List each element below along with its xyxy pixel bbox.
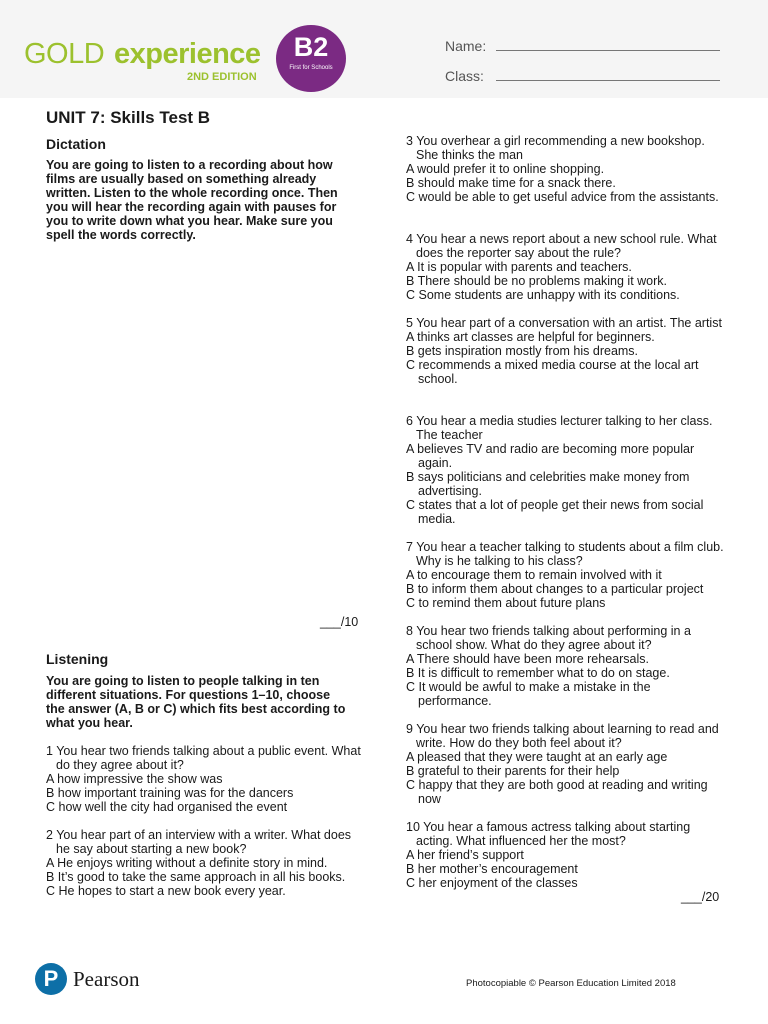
option-a[interactable]: A It is popular with parents and teachers. (406, 260, 632, 274)
question-stem: 8 You hear two friends talking about performing in a school show. What do they agree about it? (406, 624, 691, 652)
question-8 (406, 624, 726, 708)
option-c[interactable]: C It would be awful to make a mistake in the performance. (406, 680, 651, 708)
option-b[interactable]: B gets inspiration mostly from his dreams. (406, 344, 639, 358)
question-stem: 9 You hear two friends talking about learning to read and write. How do they both feel about it? (406, 722, 719, 750)
option-a[interactable]: A her friend’s support (406, 848, 524, 862)
question-stem: 5 You hear part of a conversation with an artist. The artist (406, 316, 722, 330)
question-3 (406, 134, 726, 204)
edition-label: 2ND EDITION (187, 71, 257, 83)
question-stem: 10 You hear a famous actress talking about starting acting. What influenced her the most? (406, 820, 691, 848)
dictation-instructions: You are going to listen to a recording about how films are usually based on something already written. Listen to the whole recording once. Then you will hear the recording again with pauses for you to write down what you hear. Make sure you spell the words correctly. (46, 158, 338, 242)
class-field[interactable] (496, 80, 720, 81)
name-label: Name: (445, 38, 487, 54)
option-c[interactable]: C recommends a mixed media course at the local art school. (406, 358, 699, 386)
option-a[interactable]: A There should have been more rehearsals. (406, 652, 649, 666)
option-c[interactable]: C her enjoyment of the classes (406, 876, 578, 890)
question-4 (406, 232, 726, 302)
option-b[interactable]: B says politicians and celebrities make money from advertising. (406, 470, 690, 498)
question-stem: 2 You hear part of an interview with a writer. What does he say about starting a new book? (46, 828, 352, 856)
listening-instructions: You are going to listen to people talking in ten different situations. For questions 1–10, choose the answer (A, B or C) which fits best according to what you hear. (46, 674, 346, 730)
option-b[interactable]: B how important training was for the dancers (46, 786, 294, 800)
unit-title: UNIT 7: Skills Test B (46, 108, 211, 127)
logo-experience: experience (114, 38, 261, 70)
question-stem: 3 You overhear a girl recommending a new bookshop. She thinks the man (406, 134, 705, 162)
option-c[interactable]: C to remind them about future plans (406, 596, 606, 610)
logo-gold: GOLD (24, 38, 105, 70)
dictation-score: ___/10 (320, 615, 359, 629)
question-10 (406, 820, 726, 890)
option-a[interactable]: A thinks art classes are helpful for beginners. (406, 330, 655, 344)
option-a[interactable]: A to encourage them to remain involved with it (406, 568, 662, 582)
question-6 (406, 414, 726, 526)
option-c[interactable]: C would be able to get useful advice from the assistants. (406, 190, 719, 204)
option-c[interactable]: C states that a lot of people get their news from social media. (406, 498, 704, 526)
option-b[interactable]: B There should be no problems making it work. (406, 274, 668, 288)
question-stem: 1 You hear two friends talking about a public event. What do they agree about it? (46, 744, 361, 772)
question-2 (46, 828, 366, 898)
listening-title: Listening (46, 651, 109, 667)
dictation-title: Dictation (46, 136, 106, 152)
question-stem: 4 You hear a news report about a new school rule. What does the reporter say about the rule? (406, 232, 717, 260)
option-b[interactable]: B It is difficult to remember what to do on stage. (406, 666, 670, 680)
option-a[interactable]: A He enjoys writing without a definite story in mind. (46, 856, 328, 870)
option-b[interactable]: B It’s good to take the same approach in all his books. (46, 870, 346, 884)
question-5 (406, 316, 726, 386)
option-c[interactable]: C He hopes to start a new book every year. (46, 884, 286, 898)
listening-score: ___/20 (681, 890, 720, 904)
option-a[interactable]: A would prefer it to online shopping. (406, 162, 605, 176)
question-9 (406, 722, 726, 806)
option-b[interactable]: B to inform them about changes to a particular project (406, 582, 704, 596)
option-c[interactable]: C Some students are unhappy with its conditions. (406, 288, 680, 302)
level-subtitle: First for Schools (289, 65, 333, 71)
pearson-logo-icon: P (35, 963, 67, 995)
header-band (0, 0, 768, 98)
question-stem: 6 You hear a media studies lecturer talking to her class. The teacher (406, 414, 713, 442)
publisher-name: Pearson (73, 967, 140, 991)
question-stem: 7 You hear a teacher talking to students about a film club. Why is he talking to his class? (406, 540, 724, 568)
option-a[interactable]: A pleased that they were taught at an early age (406, 750, 668, 764)
class-label: Class: (445, 68, 484, 84)
name-field[interactable] (496, 50, 720, 51)
option-b[interactable]: B should make time for a snack there. (406, 176, 616, 190)
option-c[interactable]: C how well the city had organised the event (46, 800, 288, 814)
option-b[interactable]: B grateful to their parents for their help (406, 764, 620, 778)
level-badge (276, 25, 346, 92)
question-1 (46, 744, 366, 814)
option-c[interactable]: C happy that they are both good at reading and writing now (406, 778, 708, 806)
question-7 (406, 540, 726, 610)
option-b[interactable]: B her mother’s encouragement (406, 862, 578, 876)
option-a[interactable]: A how impressive the show was (46, 772, 223, 786)
copyright-note: Photocopiable © Pearson Education Limited 2018 (466, 978, 676, 989)
option-a[interactable]: A believes TV and radio are becoming more popular again. (406, 442, 695, 470)
level-text: B2 (293, 32, 329, 62)
